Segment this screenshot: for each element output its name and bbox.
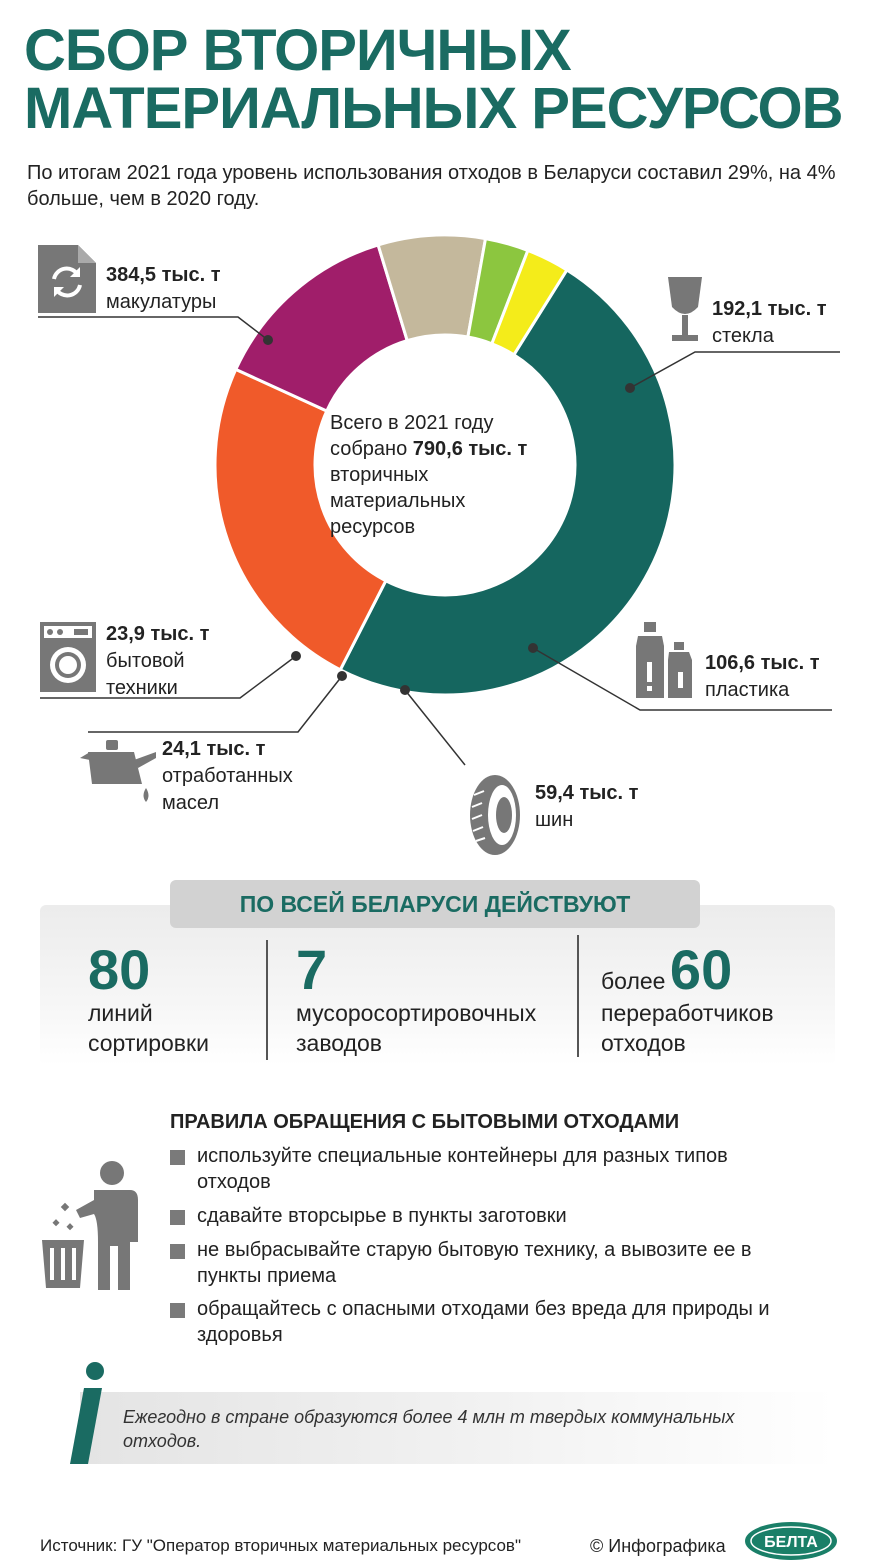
- name-paper: макулатуры: [106, 291, 217, 313]
- label-plastic: [705, 650, 820, 704]
- logo-text: БЕЛТА: [764, 1534, 818, 1551]
- rule-bullet-2: [170, 1210, 185, 1225]
- rule-4-line-1: обращайтесь с опасными отходами без вреда для природы и: [197, 1298, 770, 1320]
- wine-glass-icon: [668, 277, 702, 341]
- stats-divider-2: [577, 935, 579, 1057]
- stat-processors: [601, 938, 774, 1058]
- center-line-4: материальных: [330, 490, 466, 512]
- label-glass: [712, 296, 827, 350]
- label-tires: [535, 780, 638, 834]
- center-line-3: вторичных: [330, 464, 429, 486]
- stat-plants-line-1: мусоросортировочных: [296, 1000, 537, 1026]
- stat-plants-line-2: заводов: [296, 1030, 383, 1056]
- value-appliances: 23,9 тыс. т: [106, 623, 210, 645]
- rule-bullet-3: [170, 1244, 185, 1259]
- value-plastic: 106,6 тыс. т: [705, 652, 820, 674]
- rule-3-line-2: пункты приема: [197, 1265, 337, 1287]
- rules-title: ПРАВИЛА ОБРАЩЕНИЯ С БЫТОВЫМИ ОТХОДАМИ: [170, 1111, 680, 1133]
- stat-processors-line-2: отходов: [601, 1030, 686, 1056]
- title-line-1: СБОР ВТОРИЧНЫХ: [24, 18, 571, 83]
- stats-divider-1: [266, 940, 268, 1060]
- stat-sorting-lines: [88, 938, 209, 1058]
- rule-3-line-1: не выбрасывайте старую бытовую технику, а вывозите ее в: [197, 1239, 752, 1261]
- rule-4: [197, 1296, 770, 1348]
- stat-processors-prefix: более: [601, 968, 666, 994]
- center-prefix: собрано: [330, 438, 413, 460]
- value-oils: 24,1 тыс. т: [162, 738, 266, 760]
- rule-bullet-4: [170, 1303, 185, 1318]
- rule-bullet-1: [170, 1150, 185, 1165]
- info-icon: [62, 1362, 112, 1466]
- label-paper: [106, 262, 221, 316]
- stat-processors-line-1: переработчиков: [601, 1000, 774, 1026]
- rule-1: [197, 1143, 728, 1195]
- leader-dot-tires: [400, 685, 410, 695]
- rule-1-line-2: отходов: [197, 1171, 271, 1193]
- leader-line-tires: [405, 690, 465, 765]
- leader-dot-oils: [337, 671, 347, 681]
- center-line-2: [330, 436, 580, 462]
- donut-center-label: [330, 410, 580, 540]
- center-line-5: ресурсов: [330, 516, 416, 538]
- leader-dot-paper: [263, 335, 273, 345]
- center-total: 790,6 тыс. т: [412, 438, 528, 460]
- infographic-credit: © Инфографика: [590, 1536, 726, 1556]
- rule-4-line-2: здоровья: [197, 1324, 283, 1346]
- leader-dot-appliances: [291, 651, 301, 661]
- name-oils-2: масел: [162, 792, 220, 814]
- rule-1-line-1: используйте специальные контейнеры для разных типов: [197, 1145, 728, 1167]
- value-glass: 192,1 тыс. т: [712, 298, 827, 320]
- stat-plants-number: 7: [296, 938, 328, 1001]
- leader-dot-glass: [625, 383, 635, 393]
- name-appliances-2: техники: [106, 677, 178, 699]
- stat-sorting-number: 80: [88, 938, 151, 1001]
- stat-processors-number: 60: [669, 938, 733, 1001]
- title-line-2: МАТЕРИАЛЬНЫХ РЕСУРСОВ: [24, 76, 843, 141]
- name-glass: стекла: [712, 325, 774, 347]
- rule-2: сдавайте вторсырье в пункты заготовки: [197, 1205, 567, 1227]
- person-trash-icon: [42, 1160, 147, 1295]
- plastic-bottles-icon: [636, 622, 692, 698]
- belta-logo: [744, 1521, 838, 1561]
- source-note: Источник: ГУ "Оператор вторичных материальных ресурсов": [40, 1536, 521, 1555]
- oil-can-icon: [80, 740, 156, 802]
- info-text: [123, 1405, 823, 1453]
- stat-sorting-line-1: линий: [88, 1000, 153, 1026]
- name-oils-1: отработанных: [162, 765, 293, 787]
- stats-header: ПО ВСЕЙ БЕЛАРУСИ ДЕЙСТВУЮТ: [170, 880, 700, 928]
- info-line-1: Ежегодно в стране образуются более 4 млн т твердых коммунальных: [123, 1407, 735, 1427]
- value-tires: 59,4 тыс. т: [535, 782, 639, 804]
- stat-plants: [296, 938, 537, 1058]
- center-line-1: Всего в 2021 году: [330, 412, 494, 434]
- name-plastic: пластика: [705, 679, 790, 701]
- subtitle: По итогам 2021 года уровень использования отходов в Беларуси составил 29%, на 4% больше, чем в 2020 году.: [27, 162, 836, 210]
- info-line-2: отходов.: [123, 1431, 202, 1451]
- paper-document-icon: [38, 245, 96, 313]
- washing-machine-icon: [40, 622, 96, 692]
- leader-dot-plastic: [528, 643, 538, 653]
- leader-line-paper: [38, 317, 268, 340]
- name-appliances-1: бытовой: [106, 650, 185, 672]
- leader-line-glass: [630, 352, 840, 388]
- rule-3: [197, 1237, 752, 1289]
- label-appliances: [106, 621, 209, 702]
- tire-icon: [470, 775, 520, 855]
- value-paper: 384,5 тыс. т: [106, 264, 221, 286]
- stat-sorting-line-2: сортировки: [88, 1030, 209, 1056]
- label-oils: [162, 736, 293, 817]
- name-tires: шин: [535, 809, 574, 831]
